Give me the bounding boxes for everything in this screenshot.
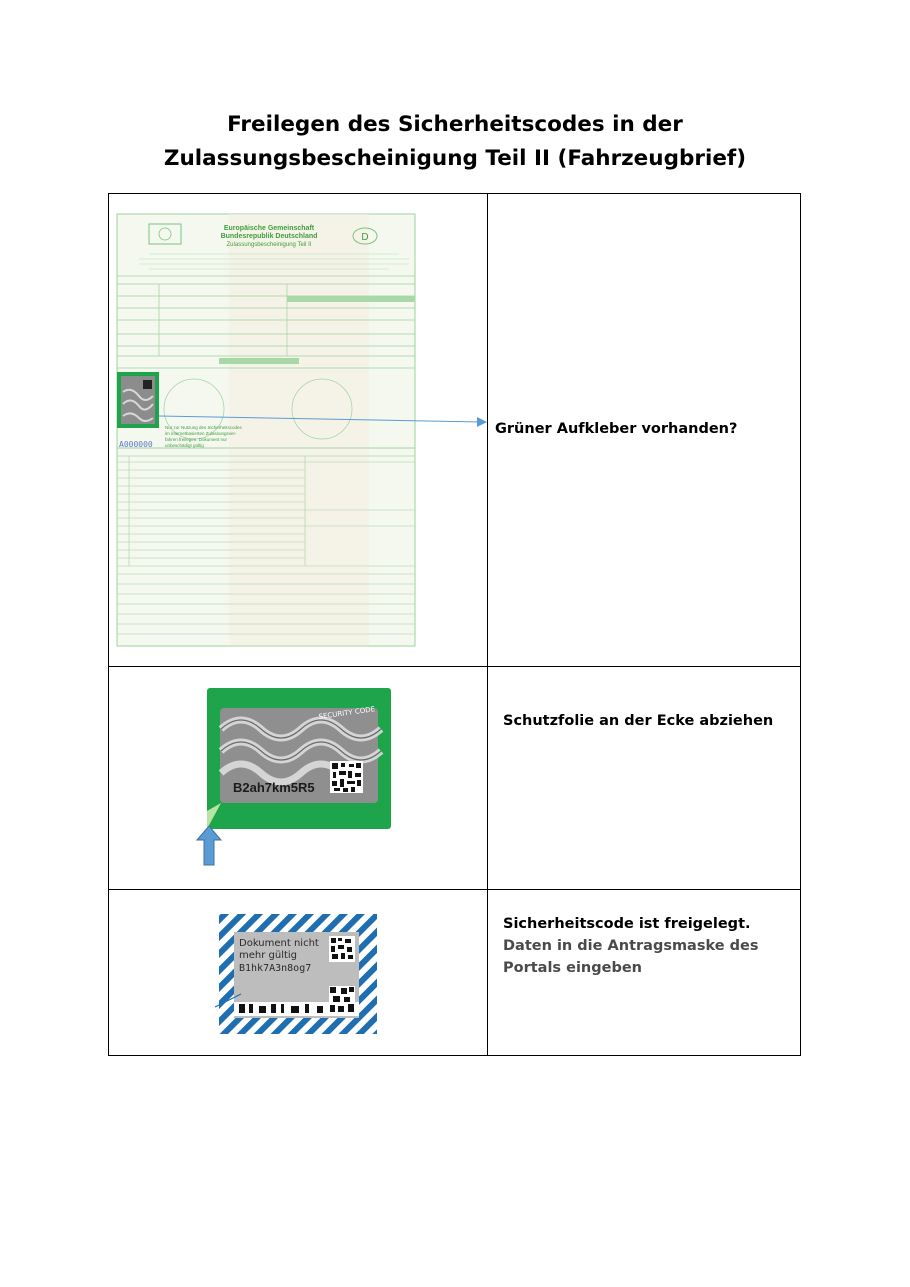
svg-text:fahren freilegen. Dokument nur: fahren freilegen. Dokument nur bbox=[165, 437, 228, 442]
registration-form-image bbox=[109, 194, 487, 666]
instruction-green-sticker: Grüner Aufkleber vorhanden? bbox=[495, 421, 738, 437]
table-row bbox=[109, 194, 801, 667]
security-sticker-image bbox=[109, 667, 487, 889]
instruction-cell-1 bbox=[488, 194, 801, 667]
form-header-3: Zulassungsbescheinigung Teil II bbox=[226, 242, 312, 248]
svg-text:Nur zur Nutzung des Sicherheit: Nur zur Nutzung des Sicherheitscodes bbox=[165, 425, 242, 430]
arrow-up-icon bbox=[197, 826, 221, 865]
revealed-code-image bbox=[109, 890, 487, 1055]
instruction-enter-data-2: Portals eingeben bbox=[503, 960, 642, 976]
title-line-1: Freilegen des Sicherheitscodes in der bbox=[227, 112, 683, 137]
sticker-image-cell bbox=[109, 667, 488, 890]
title-line-2: Zulassungsbescheinigung Teil II (Fahrzeugbrief) bbox=[163, 146, 747, 171]
page-title bbox=[0, 108, 910, 176]
instruction-table bbox=[108, 193, 801, 1056]
table-row bbox=[109, 667, 801, 890]
svg-text:unbeschädigt gültig: unbeschädigt gültig bbox=[165, 443, 204, 448]
revealed-code-image-cell bbox=[109, 890, 488, 1056]
form-image-cell bbox=[109, 194, 488, 667]
table-row bbox=[109, 890, 801, 1056]
instruction-cell-3 bbox=[488, 890, 801, 1056]
void-notice-1: Dokument nicht bbox=[239, 938, 319, 949]
instruction-peel-foil: Schutzfolie an der Ecke abziehen bbox=[503, 713, 774, 729]
instruction-code-revealed: Sicherheitscode ist freigelegt. bbox=[503, 916, 751, 932]
instruction-enter-data-1: Daten in die Antragsmaske des bbox=[503, 938, 759, 954]
revealed-code: B1hk7A3n8og7 bbox=[239, 963, 312, 974]
form-header-1: Europäische Gemeinschaft bbox=[223, 225, 315, 232]
instruction-cell-2 bbox=[488, 667, 801, 890]
form-serial: A000000 bbox=[119, 440, 153, 449]
country-code: D bbox=[361, 232, 369, 243]
form-header-2: Bundesrepublik Deutschland bbox=[220, 233, 318, 240]
sticker-code: B2ah7km5R5 bbox=[233, 780, 315, 795]
void-notice-2: mehr gültig bbox=[239, 950, 298, 961]
sticker-pattern-text: SECURITY CODE bbox=[318, 705, 376, 721]
svg-text:im internetbasierten Zulassung: im internetbasierten Zulassungsver- bbox=[165, 431, 237, 436]
